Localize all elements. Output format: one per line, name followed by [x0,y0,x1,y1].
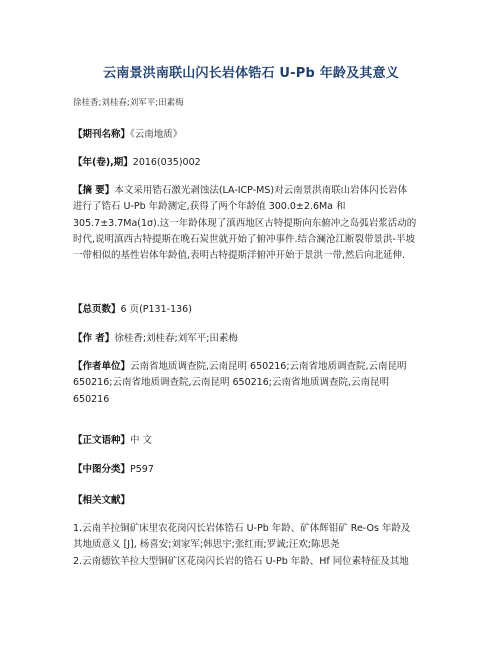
author-label: 【作 者】 [73,333,115,344]
affiliation-line [73,359,433,375]
language-value: 中 文 [130,435,153,446]
author-byline: 徐桂香;刘桂春;刘军平;田素梅 [73,98,184,108]
pages-label: 【总页数】 [73,304,121,315]
journal-row [73,127,433,143]
abstract-line [73,183,433,199]
related-label: 【相关文献】 [73,495,131,506]
volume-row [73,155,433,171]
related-list [73,521,435,570]
clc-label: 【中图分类】 [73,464,131,475]
affiliation-block [73,359,433,408]
abstract-line: 时代,说明滇西古特提斯在晚石炭世就开始了俯冲事件.结合澜沧江断裂带景洪-半坡 [73,233,415,245]
language-label: 【正文语种】 [73,435,131,446]
abstract-line: 进行了锆石 U-Pb 年龄测定,获得了两个年龄值 300.0±2.6Ma 和 [73,201,346,213]
abstract-text: 本文采用锆石激光剥蚀法(LA-ICP-MS)对云南景洪南联山岩体闪长岩体 [114,185,408,196]
pages-row [73,302,433,318]
author-row [73,331,433,347]
journal-label: 【期刊名称】 [73,129,131,140]
volume-value: 2016(035)002 [132,157,201,168]
volume-label: 【年(卷),期】 [73,157,133,168]
abstract-line: 一带相似的基性岩体年龄值,表明古特提斯洋俯冲开始于景洪一带,然后向北延伸. [73,250,406,262]
related-heading [73,493,433,509]
journal-value: 《云南地质》 [130,129,183,140]
abstract-block [73,183,433,264]
related-line: 1.云南羊拉铜矿床里农花岗闪长岩体锆石 U-Pb 年龄、矿体辉钼矿 Re-Os 年龄及 [73,523,411,534]
pages-value: 6 页(P131-136) [120,304,192,315]
clc-row [73,462,433,478]
article-title: 云南景洪南联山闪长岩体锆石 U-Pb 年龄及其意义 [103,66,399,81]
affiliation-text: 云南省地质调查院,云南昆明 650216;云南省地质调查院,云南昆明 [130,361,407,372]
affiliation-label: 【作者单位】 [73,361,131,372]
clc-value: P597 [130,464,154,475]
affiliation-line: 650216;云南省地质调查院,云南昆明 650216;云南省地质调查院,云南昆明 [73,377,389,389]
abstract-label: 【摘 要】 [73,185,115,196]
related-line: 其地质意义 [J], 杨喜安;刘家军;韩思宇;张红雨;罗诚;汪欢;陈思尧 [73,539,340,551]
language-row [73,433,433,449]
abstract-line: 305.7±3.7Ma(1σ).这一年龄体现了滇西地区古特提斯向东俯冲之岛弧岩浆活动的 [73,217,417,229]
related-line: 2.云南德钦羊拉大型铜矿区花岗闪长岩的锆石 U-Pb 年龄、Hf 同位素特征及其地 [73,555,409,567]
author-value: 徐桂香;刘桂春;刘军平;田素梅 [114,333,238,344]
affiliation-line: 650216 [73,393,110,405]
